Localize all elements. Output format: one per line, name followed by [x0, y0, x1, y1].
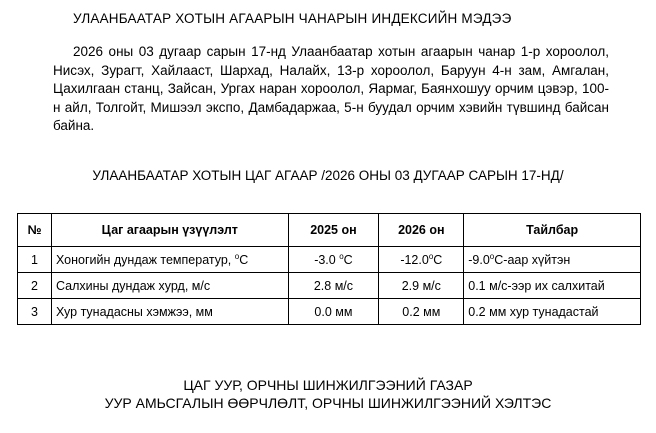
table-row — [18, 247, 641, 273]
footer-division: УУР АМЬСГАЛЫН ӨӨРЧЛӨЛТ, ОРЧНЫ ШИНЖИЛГЭЭНИЙ ХЭЛТЭС — [104, 395, 552, 411]
row-no: 1 — [18, 247, 52, 273]
row-value-2026: 2.9 м/с — [379, 273, 464, 299]
row-note: 0.2 мм хур тунадастай — [464, 299, 641, 325]
row-note: -9.0$^o$С-аар хүйтэн — [464, 247, 641, 273]
header-2026: 2026 он — [379, 214, 464, 247]
weather-title: УЛААНБААТАР ХОТЫН ЦАГ АГААР /2026 ОНЫ 03 ДУГААР САРЫН 17-НД/ — [92, 168, 564, 183]
footer — [0, 376, 656, 412]
row-no: 2 — [18, 273, 52, 299]
row-indicator: Хоногийн дундаж температур, $^o$C — [51, 247, 288, 273]
header-no: № — [18, 214, 52, 247]
row-indicator: Хур тунадасны хэмжээ, мм — [51, 299, 288, 325]
document-title: УЛААНБААТАР ХОТЫН АГААРЫН ЧАНАРЫН ИНДЕКСИЙН МЭДЭЭ — [73, 11, 512, 26]
table-row — [18, 273, 641, 299]
row-note: 0.1 м/с-ээр их салхитай — [464, 273, 641, 299]
air-quality-text: 2026 оны 03 дугаар сарын 17-нд Улаанбаатар хотын агаарын чанар 1-р хороолол, Нисэх, Зурагт, Хайлааст, Шархад, Налайх, 13-р хороолол, Баруун 4-н зам, Амгалан, Цахилгаан станц, Зайсан, Ургах наран хороолол, Яармаг, Баянхошуу орчим цэвэр, 100-н айл, Толгойт, Мишээл экспо, Дамбадаржаа, 5-н буудал орчим хэвийн түвшинд байсан байна. — [53, 44, 609, 133]
row-no: 3 — [18, 299, 52, 325]
table-row — [18, 299, 641, 325]
footer-department: ЦАГ УУР, ОРЧНЫ ШИНЖИЛГЭЭНИЙ ГАЗАР — [183, 377, 473, 393]
row-indicator: Салхины дундаж хурд, м/с — [51, 273, 288, 299]
row-value-2026: 0.2 мм — [379, 299, 464, 325]
air-quality-paragraph — [53, 43, 609, 136]
header-indicator: Цаг агаарын үзүүлэлт — [51, 214, 288, 247]
header-2025: 2025 он — [288, 214, 379, 247]
row-value-2025: 2.8 м/с — [288, 273, 379, 299]
row-value-2025: 0.0 мм — [288, 299, 379, 325]
row-value-2025: -3.0 $^o$C — [288, 247, 379, 273]
header-note: Тайлбар — [464, 214, 641, 247]
row-value-2026: -12.0$^o$C — [379, 247, 464, 273]
weather-table — [17, 213, 641, 325]
table-header-row — [18, 214, 641, 247]
